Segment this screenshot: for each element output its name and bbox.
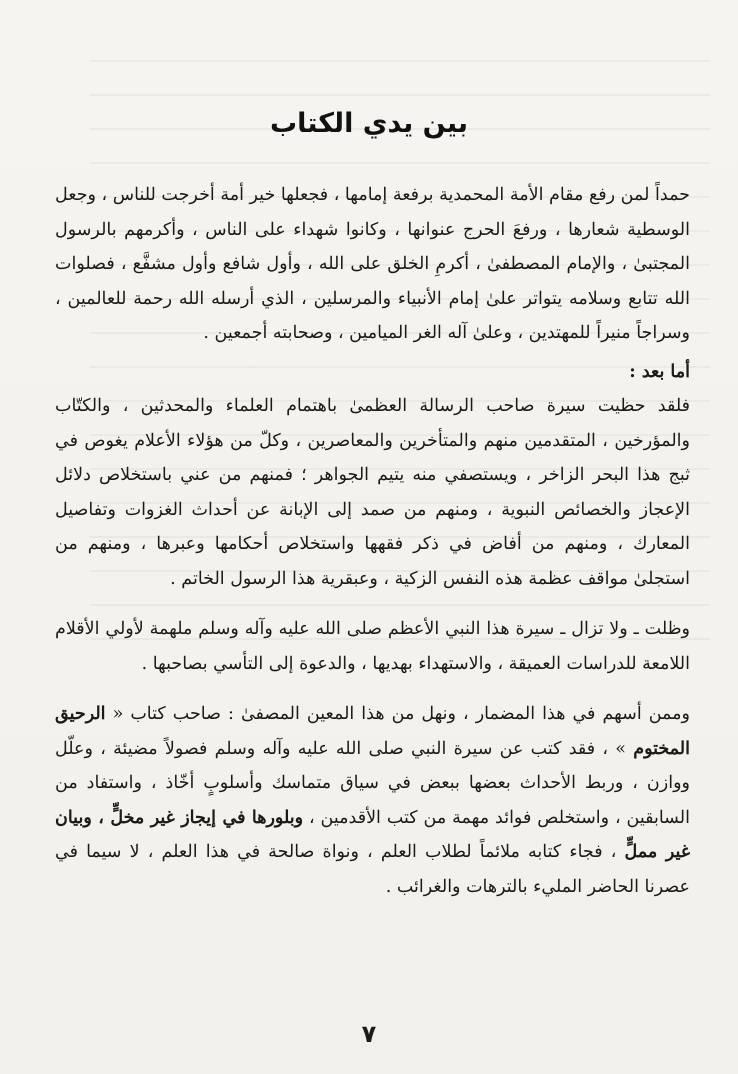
page-number: ٧: [361, 1020, 377, 1048]
book-title: الرحيق المختوم: [55, 704, 690, 759]
paragraph-3-part-c: ، فجاء كتابه ملائماً لطلاب العلم ، ونواة صالحة في هذا العلم ، لا سيما في عصرنا الحاضر المليء بالترهات والغرائب .: [55, 842, 690, 897]
bold-phrase: وبلورها في إيجاز غير مخلٍّ ، وبيان غير مملٍّ: [55, 807, 690, 862]
paragraph-1: فلقد حظيت سيرة صاحب الرسالة العظمىٰ باهتمام العلماء والمحدثين ، والكتّاب والمؤرخين ، المتقدمين منهم والمتأخرين والمعاصرين ، وكلّ من هؤلاء الأعلام يغوص في ثبج هذا البحر الزاخر ، ويستصفي منه يتيم الجواهر ؛ فمنهم من عني باستخلاص دلائل الإعجاز والخصائص النبوية ، ومنهم من صمد إلى الإبانة عن أحداث الغزوات وتفاصيل المعارك ، ومنهم من أفاض في ذكر فقهها واستخلاص أحكامها وعبرها ، ومنهم من استجلىٰ مواقف عظمة هذه النفس الزكية ، وعبقرية هذا الرسول الخاتم .: [55, 396, 690, 589]
paragraph-2: وظلت ـ ولا تزال ـ سيرة هذا النبي الأعظم صلى الله عليه وآله وسلم ملهمة لأولي الأقلام اللامعة للدراسات العميقة ، والاستهداء بهديها ، والدعوة إلى التأسي بصاحبها .: [55, 619, 690, 674]
page-heading: بين يدي الكتاب: [269, 108, 469, 139]
body-text: [55, 178, 690, 998]
paragraph-3: [55, 697, 690, 904]
intro-paragraph: حمداً لمن رفع مقام الأمة المحمدية برفعة إمامها ، فجعلها خير أمة أخرجت للناس ، وجعل الوسطية شعارها ، ورفعَ الحرج عنوانها ، وكانوا شهداء على الناس ، وأكرمهم بالرسول المجتبىٰ ، والإمام المصطفىٰ ، أكرمِ الخلق على الله ، وأول شافع وأول مشفَّع ، فصلوات الله تتابع وسلامه يتواتر علىٰ إمام الأنبياء والمرسلين ، الذي أرسله الله رحمة للعالمين ، وسراجاً منيراً للمهتدين ، وعلىٰ آله الغر الميامين ، وصحابته أجمعين .: [55, 185, 690, 343]
paragraph-3-part-a: وممن أسهم في هذا المضمار ، ونهل من هذا المعين المصفىٰ : صاحب كتاب «: [105, 704, 690, 724]
paragraph-3-part-b: » ، فقد كتب عن سيرة النبي صلى الله عليه وآله وسلم فصولاً مضيئة ، وعلّل ووازن ، وربط الأحداث بعضها ببعض في سياق متماسك وأسلوبٍ أخّاذ ، واستفاد من السابقين ، واستخلص فوائد مهمة من كتب الأقدمين ،: [55, 738, 690, 828]
amma-bad-label: أما بعد :: [629, 361, 690, 382]
